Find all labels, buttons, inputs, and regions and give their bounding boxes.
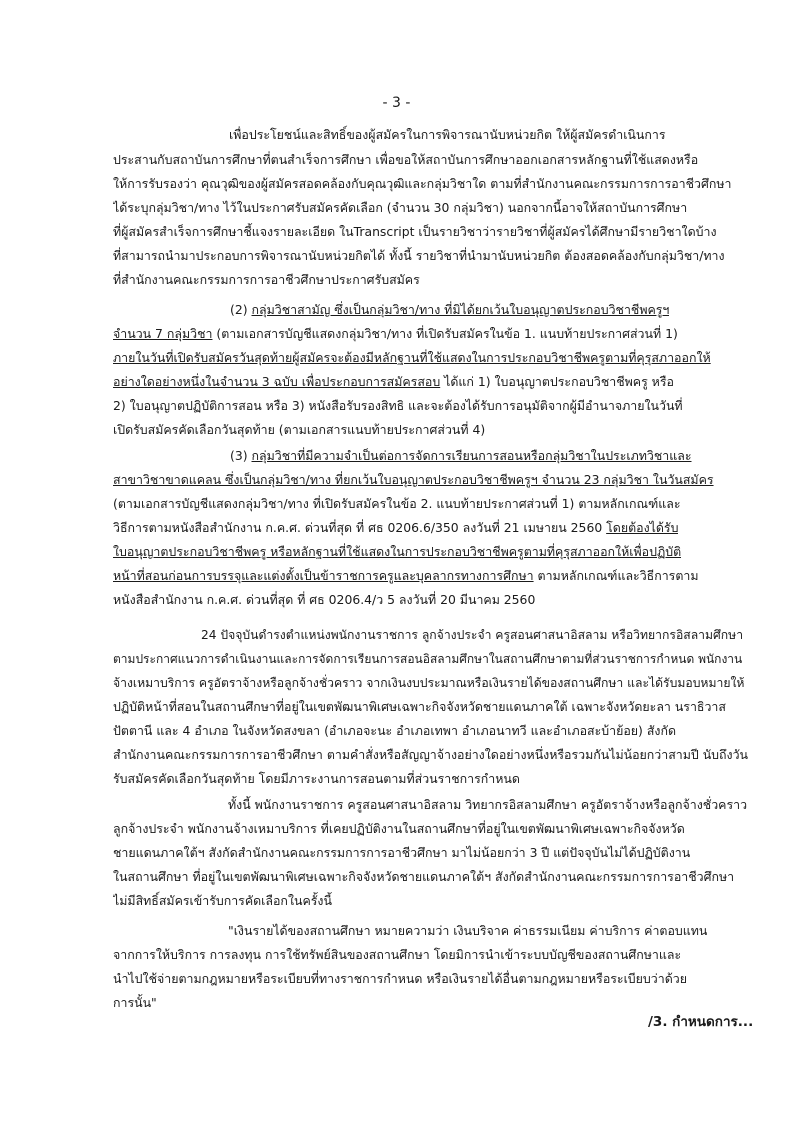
intro-line-3: ให้การรับรองว่า คุณวุฒิของผู้สมัครสอดคล้องกับคุณวุฒิและกลุ่มวิชาใด ตามที่สำนักงานคณะกรรมการการอาชีวศึกษา xyxy=(113,176,732,191)
item2-line-2: จำนวน 7 กลุ่มวิชา (ตามเอกสารบัญชีแสดงกลุ่มวิชา/ทาง ที่เปิดรับสมัครในข้อ 1. แนบท้ายประกาศส่วนที่ 1) xyxy=(113,326,678,341)
clause24-line-6: สำนักงานคณะกรรมการการอาชีวศึกษา ตามคำสั่งหรือสัญญาจ้างอย่างใดอย่างหนึ่งหรือรวมกันไม่น้อยกว่าสามปี นับถึงวัน xyxy=(113,747,748,762)
item2-number: (2) xyxy=(230,302,252,317)
item2-heading: กลุ่มวิชาสามัญ ซึ่งเป็นกลุ่มวิชา/ทาง ที่มิได้ยกเว้นใบอนุญาตประกอบวิชาชีพครูฯ xyxy=(251,302,670,317)
page-number: - 3 - xyxy=(382,95,411,111)
item3-line-4: วิธีการตามหนังสือสำนักงาน ก.ค.ศ. ด่วนที่สุด ที่ ศธ 0206.6/350 ลงวันที่ 21 เมษายน 2560 โดยต้องได้รับ xyxy=(113,520,679,535)
item3-line-1 xyxy=(230,446,692,466)
intro-line-5: ที่ผู้สมัครสำเร็จการศึกษาชี้แจงรายละเอียด ในTranscript เป็นรายวิชาว่ารายวิชาที่ผู้สมัครได้ศึกษามีรายวิชาใดบ้าง xyxy=(113,224,717,239)
note-line-5: ไม่มีสิทธิ์สมัครเข้ารับการคัดเลือกในครั้งนี้ xyxy=(113,893,332,908)
intro-line-7: ที่สำนักงานคณะกรรมการการอาชีวศึกษาประกาศรับสมัคร xyxy=(113,272,420,287)
item3-line-5: ใบอนุญาตประกอบวิชาชีพครู หรือหลักฐานที่ใช้แสดงในการประกอบวิชาชีพครูตามที่คุรุสภาออกให้เพื่อปฏิบัติ xyxy=(113,544,682,559)
intro-line-2: ประสานกับสถาบันการศึกษาที่ตนสำเร็จการศึกษา เพื่อขอให้สถาบันการศึกษาออกเอกสารหลักฐานที่ใช้แสดงหรือ xyxy=(113,152,699,167)
clause24-line-7: รับสมัครคัดเลือกวันสุดท้าย โดยมีภาระงานการสอนตามที่ส่วนราชการกำหนด xyxy=(113,771,520,786)
quote-line-2: จากการให้บริการ การลงทุน การใช้ทรัพย์สินของสถานศึกษา โดยมิการนำเข้าระบบบัญชีของสถานศึกษาและ xyxy=(113,947,682,962)
clause24-line-5: ปัตตานี และ 4 อำเภอ ในจังหวัดสงขลา (อำเภอจะนะ อำเภอเทพา อำเภอนาทวี และอำเภอสะบ้าย้อย) สังกัด xyxy=(113,723,676,738)
clause24-line-2: ตามประกาศแนวการดำเนินงานและการจัดการเรียนการสอนอิสลามศึกษาในสถานศึกษาตามที่ส่วนราชการกำหนด พนักงาน xyxy=(113,652,743,666)
continuation-footer: /3. กำหนดการ... xyxy=(648,1014,754,1030)
note-line-2: ลูกจ้างประจำ พนักงานจ้างเหมาบริการ ที่เคยปฏิบัติงานในสถานศึกษาที่อยู่ในเขตพัฒนาพิเศษเฉพาะกิจจังหวัด xyxy=(113,821,685,836)
quote-line-1: "เงินรายได้ของสถานศึกษา หมายความว่า เงินบริจาค ค่าธรรมเนียม ค่าบริการ ค่าตอบแทน xyxy=(228,923,708,938)
item3-line-2: สาขาวิชาขาดแคลน ซึ่งเป็นกลุ่มวิชา/ทาง ที่ยกเว้นใบอนุญาตประกอบวิชาชีพครูฯ จำนวน 23 กลุ่มวิชา ในวันสมัคร xyxy=(113,472,714,487)
item2-line-1 xyxy=(230,300,669,320)
item3-line-7: หนังสือสำนักงาน ก.ค.ศ. ด่วนที่สุด ที่ ศธ 0206.4/ว 5 ลงวันที่ 20 มีนาคม 2560 xyxy=(113,592,536,607)
clause24-line-4: ปฏิบัติหน้าที่สอนในสถานศึกษาที่อยู่ในเขตพัฒนาพิเศษเฉพาะกิจจังหวัดชายแดนภาคใต้ เฉพาะจังหวัดยะลา นราธิวาส xyxy=(113,699,726,714)
item3-number: (3) xyxy=(230,448,252,463)
item2-line-5: 2) ใบอนุญาตปฏิบัติการสอน หรือ 3) หนังสือรับรองสิทธิ และจะต้องได้รับการอนุมัติจากผู้มีอำนาจภายในวันที่ xyxy=(113,398,683,413)
quote-line-4: การนั้น" xyxy=(113,995,157,1010)
item3-heading: กลุ่มวิชาที่มีความจำเป็นต่อการจัดการเรียนการสอนหรือกลุ่มวิชาในประเภทวิชาและ xyxy=(251,448,692,463)
item2-line-6: เปิดรับสมัครคัดเลือกวันสุดท้าย (ตามเอกสารแนบท้ายประกาศส่วนที่ 4) xyxy=(113,422,486,437)
note-line-4: ในสถานศึกษา ที่อยู่ในเขตพัฒนาพิเศษเฉพาะกิจจังหวัดชายแดนภาคใต้ฯ สังกัดสำนักงานคณะกรรมการการอาชีวศึกษา xyxy=(113,869,735,884)
intro-line-6: ที่สามารถนำมาประกอบการพิจารณานับหน่วยกิตได้ ทั้งนี้ รายวิชาที่นำมานับหน่วยกิต ต้องสอดคล้องกับกลุ่มวิชา/ทาง xyxy=(113,248,725,263)
quote-line-3: นำไปใช้จ่ายตามกฎหมายหรือระเบียบที่ทางราชการกำหนด หรือเงินรายได้อื่นตามกฎหมายหรือระเบียบว่าด้วย xyxy=(113,971,687,986)
item2-line-3: ภายในวันที่เปิดรับสมัครวันสุดท้ายผู้สมัครจะต้องมีหลักฐานที่ใช้แสดงในการประกอบวิชาชีพครูตามที่คุรุสภาออกให้ xyxy=(113,350,711,365)
item3-line-6: หน้าที่สอนก่อนการบรรจุและแต่งตั้งเป็นข้าราชการครูและบุคลากรทางการศึกษา ตามหลักเกณฑ์และวิธีการตาม xyxy=(113,568,699,583)
clause24-line-1: 24 ปัจจุบันดำรงตำแหน่งพนักงานราชการ ลูกจ้างประจำ ครูสอนศาสนาอิสลาม หรือวิทยากรอิสลามศึกษา xyxy=(201,628,744,642)
item2-line-4: อย่างใดอย่างหนึ่งในจำนวน 3 ฉบับ เพื่อประกอบการสมัครสอบ ได้แก่ 1) ใบอนุญาตประกอบวิชาชีพครู หรือ xyxy=(113,374,674,389)
item3-line-3: (ตามเอกสารบัญชีแสดงกลุ่มวิชา/ทาง ที่เปิดรับสมัครในข้อ 2. แนบท้ายประกาศส่วนที่ 1) ตามหลักเกณฑ์และ xyxy=(113,496,681,511)
clause24-line-3: จ้างเหมาบริการ ครูอัตราจ้างหรือลูกจ้างชั่วคราว จากเงินงบประมาณหรือเงินรายได้ของสถานศึกษา และได้รับมอบหมายให้ xyxy=(113,676,745,690)
intro-line-4: ได้ระบุกลุ่มวิชา/ทาง ไว้ในประกาศรับสมัครคัดเลือก (จำนวน 30 กลุ่มวิชา) นอกจากนี้อาจให้สถาบันการศึกษา xyxy=(113,200,688,215)
intro-line-1: เพื่อประโยชน์และสิทธิ์ของผู้สมัครในการพิจารณานับหน่วยกิต ให้ผู้สมัครดำเนินการ xyxy=(229,127,666,142)
note-line-1: ทั้งนี้ พนักงานราชการ ครูสอนศาสนาอิสลาม วิทยากรอิสลามศึกษา ครูอัตราจ้างหรือลูกจ้างชั่วคราว xyxy=(228,797,748,812)
item2-count: จำนวน 7 กลุ่มวิชา xyxy=(113,326,213,341)
note-line-3: ชายแดนภาคใต้ฯ สังกัดสำนักงานคณะกรรมการการอาชีวศึกษา มาไม่น้อยกว่า 3 ปี แต่ปัจจุบันไม่ได้ปฏิบัติงาน xyxy=(113,845,691,860)
